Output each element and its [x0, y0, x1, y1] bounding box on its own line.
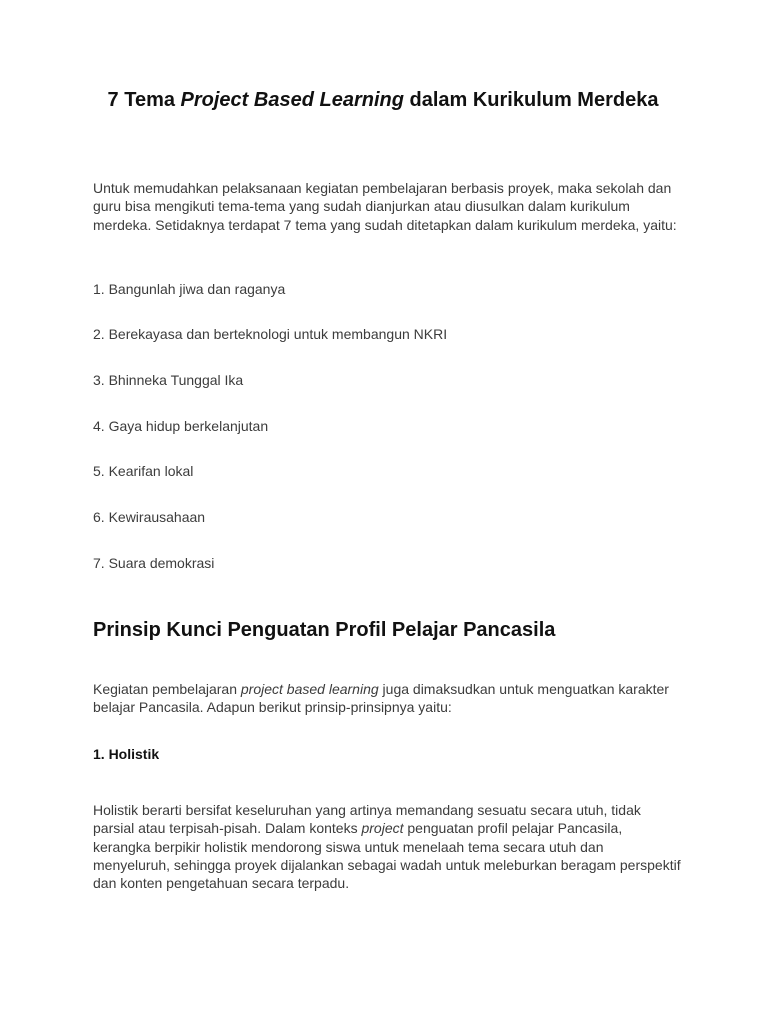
sub-heading-holistik: 1. Holistik [93, 746, 160, 762]
theme-item-6: 6. Kewirausahaan [93, 509, 206, 525]
section-heading: Prinsip Kunci Penguatan Profil Pelajar Pancasila [93, 619, 556, 641]
holistik-paragraph [93, 801, 683, 892]
document-title [93, 86, 673, 114]
theme-item-1: 1. Bangunlah jiwa dan raganya [93, 281, 286, 297]
theme-item-7: 7. Suara demokrasi [93, 555, 215, 571]
holistik-paragraph-italic: project [361, 820, 404, 837]
title-text-start: 7 Tema [107, 89, 181, 111]
section-paragraph [93, 680, 683, 717]
theme-item-2: 2. Berekayasa dan berteknologi untuk membangun NKRI [93, 326, 448, 342]
theme-item-3: 3. Bhinneka Tunggal Ika [93, 372, 244, 388]
section-paragraph-start: Kegiatan pembelajaran [93, 681, 241, 697]
title-text-italic: Project Based Learning [180, 89, 404, 111]
theme-item-5: 5. Kearifan lokal [93, 463, 194, 479]
section-paragraph-italic: project based learning [240, 681, 379, 697]
holistik-paragraph-end: penguatan profil pelajar Pancasila, kerangka berpikir holistik mendorong siswa untuk menelaah tema secara utuh dan menyeluruh, sehingga proyek dijalankan sebagai wadah untuk meleburkan beragam perspektif dan konten pengetahuan secara terpadu. [93, 820, 681, 892]
section-paragraph-end: juga dimaksudkan untuk menguatkan karakter belajar Pancasila. Adapun berikut prinsip-prinsipnya yaitu: [93, 681, 669, 716]
title-text-end: dalam Kurikulum Merdeka [403, 89, 659, 111]
intro-paragraph: Untuk memudahkan pelaksanaan kegiatan pembelajaran berbasis proyek, maka sekolah dan guru bisa mengikuti tema-tema yang sudah dianjurkan atau diusulkan dalam kurikulum merdeka. Setidaknya terdapat 7 tema yang sudah ditetapkan dalam kurikulum merdeka, yaitu: [93, 180, 677, 233]
holistik-paragraph-start: Holistik berarti bersifat keseluruhan yang artinya memandang sesuatu secara utuh, tidak parsial atau terpisah-pisah. Dalam konteks [93, 802, 641, 837]
theme-item-4: 4. Gaya hidup berkelanjutan [93, 418, 269, 434]
